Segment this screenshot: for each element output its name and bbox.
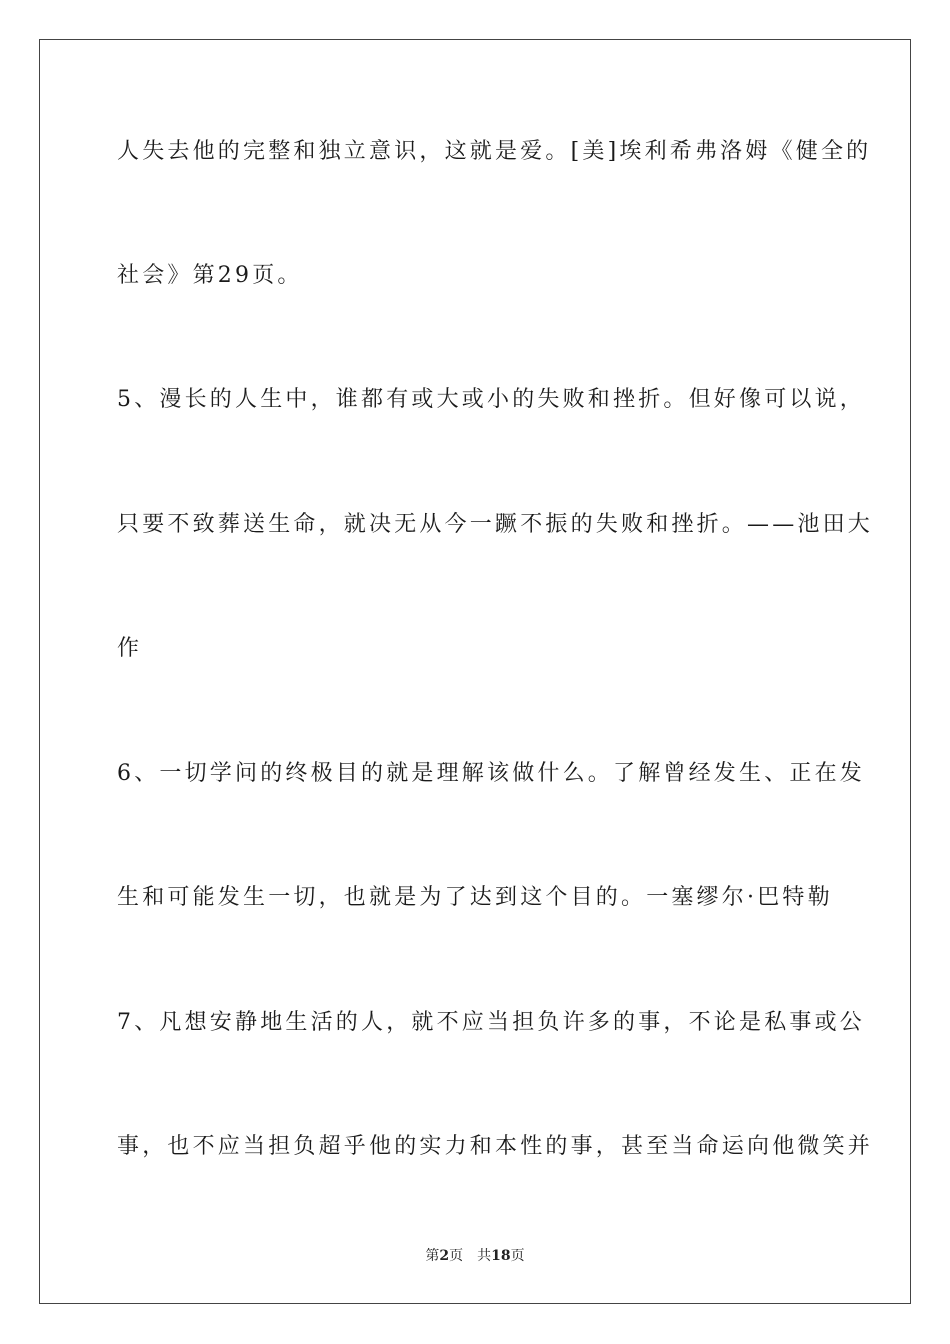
total-pages: 18 [491,1248,511,1264]
body-text-line: 7、凡想安静地生活的人，就不应当担负许多的事，不论是私事或公 [117,1010,865,1035]
page-suffix: 页 [449,1248,464,1264]
page-border [39,39,911,1304]
body-text-line: 5、漫长的人生中，谁都有或大或小的失败和挫折。但好像可以说， [117,387,865,412]
body-text-line: 人失去他的完整和独立意识，这就是爱。[美]埃利希弗洛姆《健全的 [117,139,872,164]
body-text-line: 生和可能发生一切，也就是为了达到这个目的。一塞缪尔·巴特勒 [117,885,833,910]
body-text-line: 只要不致葬送生命，就决无从今一蹶不振的失败和挫折。——池田大 [117,512,874,537]
body-text-line: 作 [117,636,143,661]
page-footer [0,1246,950,1266]
total-prefix: 共 [477,1248,492,1264]
body-text-line: 社会》第29页。 [117,263,303,288]
total-suffix: 页 [510,1248,525,1264]
body-text-line: 事，也不应当担负超乎他的实力和本性的事，甚至当命运向他微笑并 [117,1134,874,1159]
page-number: 2 [439,1248,450,1264]
body-text-line: 6、一切学问的终极目的就是理解该做什么。了解曾经发生、正在发 [117,761,865,786]
page-prefix: 第 [425,1248,440,1264]
